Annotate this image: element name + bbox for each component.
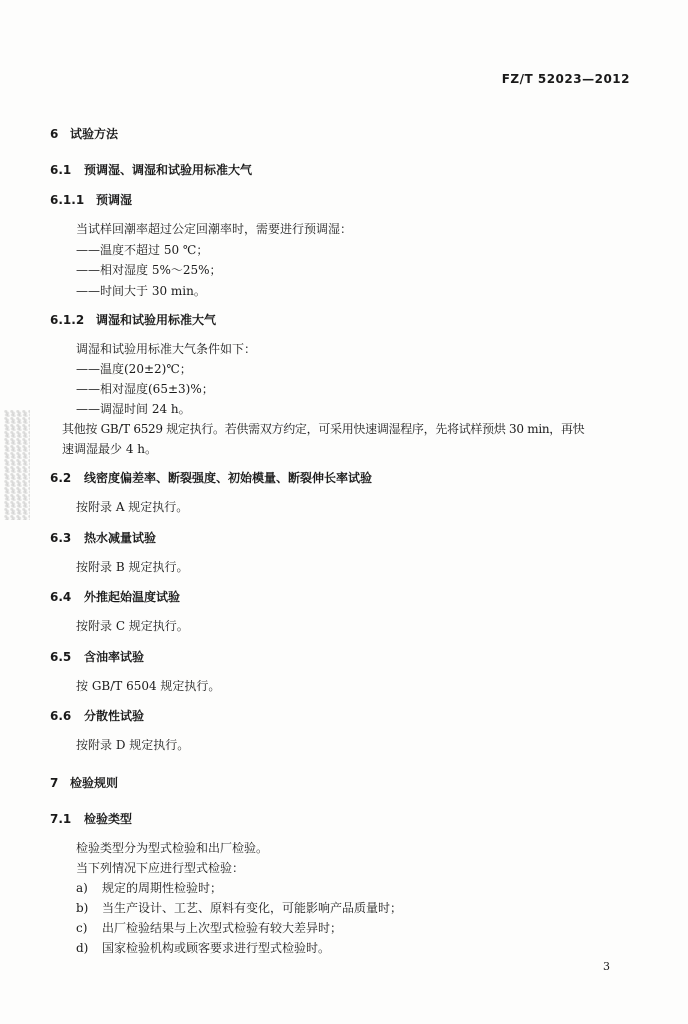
list-item [76,940,330,956]
section-6-1-2-heading [50,312,216,328]
section-6-6-heading [50,708,144,724]
paragraph: 检验类型分为型式检验和出厂检验。 [76,841,269,855]
list-item [76,880,222,896]
section-6-1-heading [50,162,252,178]
paragraph: 按附录 D 规定执行。 [76,738,190,752]
paragraph: 按 GB/T 6504 规定执行。 [76,679,221,693]
section-title: 含油率试验 [84,650,145,664]
section-title: 调湿和试验用标准大气 [96,313,217,327]
section-number: 6.5 [50,650,72,664]
section-number: 7.1 [50,812,72,826]
list-item: ——温度不超过 50 ℃； [76,243,209,257]
section-number: 6.1.1 [50,193,85,207]
list-item-text: 国家检验机构或顾客要求进行型式检验时。 [102,941,331,955]
list-item: ——时间大于 30 min。 [76,284,206,298]
section-title: 检验类型 [84,812,133,826]
paragraph: 按附录 B 规定执行。 [76,560,189,574]
list-item-label: b) [76,901,89,915]
list-item: ——温度(20±2)℃； [76,362,192,376]
list-item: ——调湿时间 24 h。 [76,402,191,416]
section-6-1-1-heading [50,192,132,208]
section-6-heading [50,126,118,142]
paragraph: 速调湿最少 4 h。 [62,442,157,456]
paragraph: 当试样回潮率超过公定回潮率时，需要进行预调湿： [76,222,353,236]
list-item: ——相对湿度(65±3)%； [76,382,214,396]
section-number: 6.4 [50,590,72,604]
list-item-label: c) [76,921,88,935]
paragraph: 其他按 GB/T 6529 规定执行。若供需双方约定，可采用快速调湿程序，先将试样预烘 30 min，再快 [62,422,585,436]
list-item-label: a) [76,881,88,895]
section-title: 检验规则 [70,776,119,790]
section-6-5-heading [50,649,144,665]
section-title: 线密度偏差率、断裂强度、初始模量、断裂伸长率试验 [84,471,373,485]
list-item: ——相对湿度 5%～25%； [76,263,222,277]
list-item-text: 规定的周期性检验时； [102,881,223,895]
paragraph: 当下列情况下应进行型式检验： [76,861,245,875]
section-title: 分散性试验 [84,709,145,723]
section-title: 预调湿、调湿和试验用标准大气 [84,163,253,177]
section-title: 热水减量试验 [84,531,157,545]
section-6-4-heading [50,589,180,605]
section-7-1-heading [50,811,132,827]
section-number: 6 [50,127,59,141]
section-title: 外推起始温度试验 [84,590,181,604]
section-number: 7 [50,776,59,790]
section-number: 6.1.2 [50,313,85,327]
page-number: 3 [603,960,610,973]
section-6-3-heading [50,530,156,546]
section-title: 预调湿 [96,193,133,207]
section-6-2-heading [50,470,372,486]
paragraph: 按附录 A 规定执行。 [76,500,189,514]
list-item-text: 当生产设计、工艺、原料有变化，可能影响产品质量时； [102,901,403,915]
section-number: 6.2 [50,471,72,485]
list-item [76,920,342,936]
section-7-heading [50,775,118,791]
section-number: 6.1 [50,163,72,177]
paragraph: 调湿和试验用标准大气条件如下： [76,342,257,356]
list-item [76,900,402,916]
section-number: 6.3 [50,531,72,545]
list-item-label: d) [76,941,89,955]
scan-artifact [4,410,30,520]
section-number: 6.6 [50,709,72,723]
list-item-text: 出厂检验结果与上次型式检验有较大差异时； [102,921,343,935]
section-title: 试验方法 [70,127,119,141]
paragraph: 按附录 C 规定执行。 [76,619,189,633]
standard-number: FZ/T 52023—2012 [501,72,630,86]
